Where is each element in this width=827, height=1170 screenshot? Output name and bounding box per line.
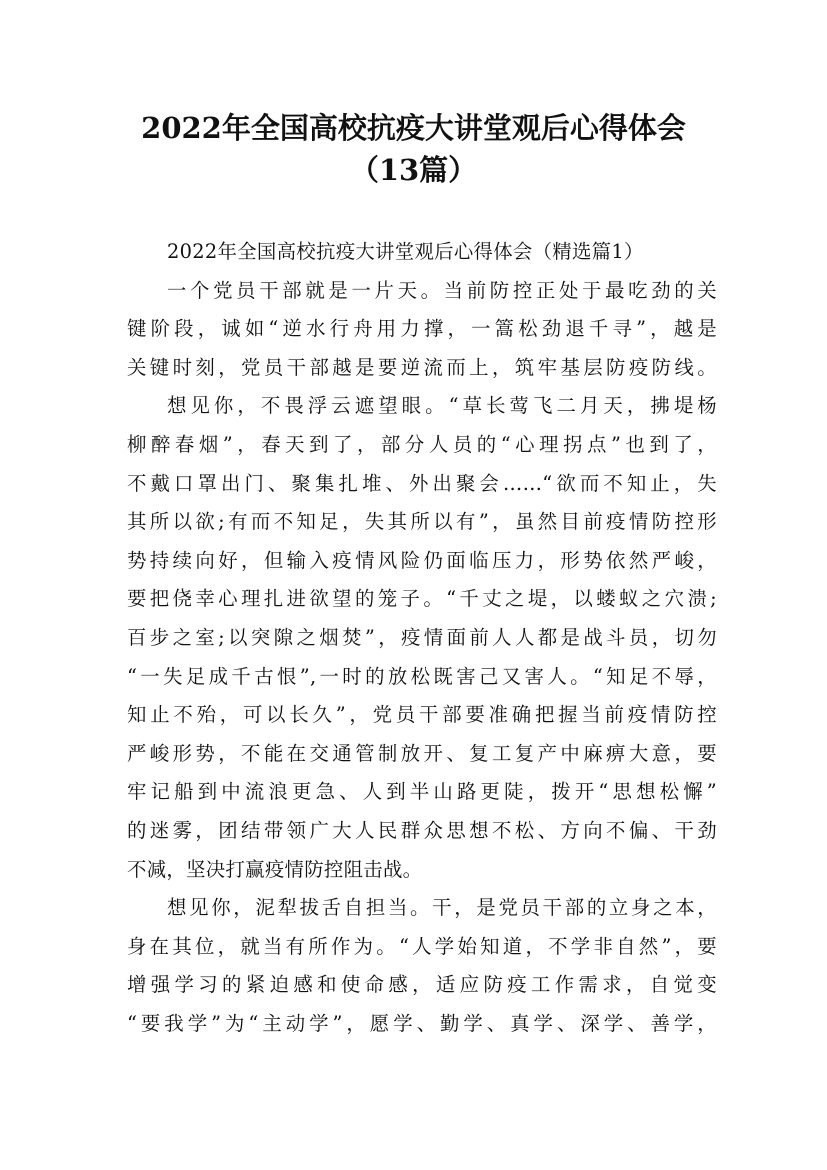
paragraph-line: 百步之室;以突隙之烟焚”，疫情面前人人都是战斗员，切勿: [127, 625, 717, 649]
section-heading: 2022年全国高校抗疫大讲堂观后心得体会（精选篇1）: [167, 240, 644, 263]
paragraph-line: 要把侥幸心理扎进欲望的笼子。“千丈之堤，以蝼蚁之穴溃;: [127, 587, 717, 611]
paragraph-line: 不戴口罩出门、聚集扎堆、外出聚会……“欲而不知止，失: [127, 471, 717, 495]
document-title-count: （13篇）: [349, 153, 478, 187]
paragraph-line: 一个党员干部就是一片天。当前防控正处于最吃劲的关: [167, 278, 717, 302]
paragraph-line: 键阶段，诚如“逆水行舟用力撑，一篙松劲退千寻”，越是: [127, 317, 717, 341]
paragraph-line: “要我学”为“主动学”，愿学、勤学、真学、深学、善学，: [127, 1011, 717, 1035]
paragraph-line: 不减，坚决打赢疫情防控阻击战。: [127, 857, 423, 881]
paragraph-line: 想见你，泥犁拔舌自担当。干，是党员干部的立身之本，: [167, 896, 717, 920]
paragraph-line: 其所以欲;有而不知足，失其所以有”，虽然目前疫情防控形: [127, 510, 717, 534]
paragraph-line: 柳醉春烟”，春天到了，部分人员的“心理拐点”也到了，: [127, 432, 717, 456]
paragraph-line: 增强学习的紧迫感和使命感，适应防疫工作需求，自觉变: [127, 973, 717, 997]
paragraph-line: 牢记船到中流浪更急、人到半山路更陡，拨开“思想松懈”: [127, 780, 717, 804]
paragraph-line: 势持续向好，但输入疫情风险仍面临压力，形势依然严峻，: [127, 548, 717, 572]
paragraph-line: 关键时刻，党员干部越是要逆流而上，筑牢基层防疫防线。: [127, 355, 717, 379]
paragraph-line: 身在其位，就当有所作为。“人学始知道，不学非自然”，要: [127, 934, 717, 958]
paragraph-line: 严峻形势，不能在交通管制放开、复工复产中麻痹大意，要: [127, 741, 717, 765]
paragraph-line: 想见你，不畏浮云遮望眼。“草长莺飞二月天，拂堤杨: [167, 394, 717, 418]
paragraph-line: 知止不殆，可以长久”，党员干部要准确把握当前疫情防控: [127, 703, 717, 727]
document-body: [127, 233, 717, 1043]
paragraph-line: “一失足成千古恨”,一时的放松既害己又害人。“知足不辱，: [127, 664, 717, 688]
paragraph-line: 的迷雾，团结带领广大人民群众思想不松、方向不偏、干劲: [127, 818, 717, 842]
document-title: 2022年全国高校抗疫大讲堂观后心得体会: [141, 111, 686, 145]
